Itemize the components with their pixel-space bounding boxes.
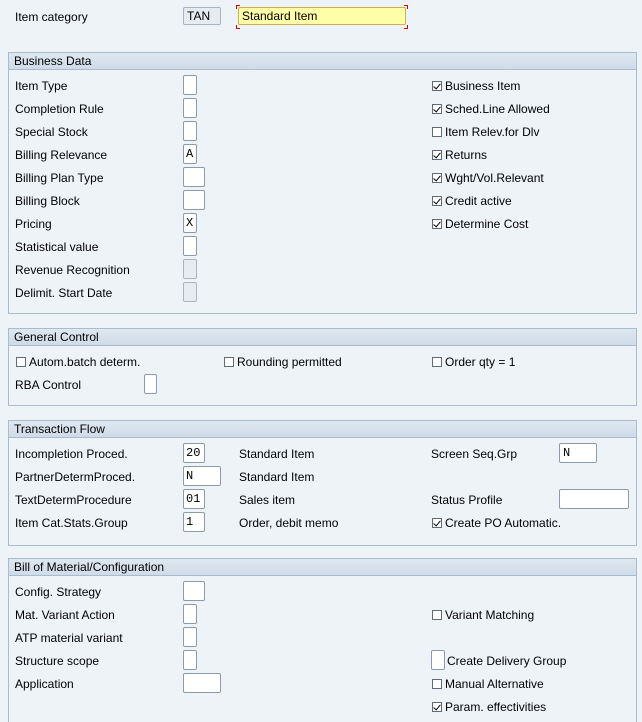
status-profile-label: Status Profile <box>431 493 503 507</box>
credit-active-checkbox[interactable] <box>432 196 442 206</box>
application-field[interactable] <box>183 673 221 693</box>
wght-vol-relevant-checkbox[interactable] <box>432 173 442 183</box>
delimit-start-date-field[interactable] <box>183 282 197 302</box>
pricing-field[interactable]: X <box>183 213 197 233</box>
incompletion-proced-desc: Standard Item <box>239 447 315 461</box>
sched-line-allowed-checkbox[interactable] <box>432 104 442 114</box>
partner-determ-proced-label: PartnerDetermProced. <box>15 470 136 484</box>
config-strategy-field[interactable] <box>183 581 205 601</box>
structure-scope-label: Structure scope <box>15 654 100 668</box>
item-category-field[interactable]: TAN <box>183 7 221 25</box>
incompletion-proced-field[interactable]: 20 <box>183 443 205 463</box>
special-stock-field[interactable] <box>183 121 197 141</box>
text-determ-procedure-desc: Sales item <box>239 493 296 507</box>
pricing-label: Pricing <box>15 217 52 231</box>
billing-relevance-field[interactable]: A <box>183 144 197 164</box>
atp-material-variant-field[interactable] <box>183 627 197 647</box>
mat-variant-action-label: Mat. Variant Action <box>15 608 115 622</box>
partner-determ-proced-field[interactable]: N <box>183 466 221 486</box>
statistical-value-label: Statistical value <box>15 240 99 254</box>
billing-plan-type-label: Billing Plan Type <box>15 171 104 185</box>
billing-relevance-label: Billing Relevance <box>15 148 108 162</box>
autom-batch-determ-label: Autom.batch determ. <box>29 355 141 369</box>
param-effectivities-label: Param. effectivities <box>445 700 547 714</box>
business-item-checkbox[interactable] <box>432 81 442 91</box>
billing-block-label: Billing Block <box>15 194 80 208</box>
create-delivery-group-label: Create Delivery Group <box>447 654 567 668</box>
manual-alternative-label: Manual Alternative <box>445 677 544 691</box>
billing-block-field[interactable] <box>183 190 205 210</box>
bom-configuration-title: Bill of Material/Configuration <box>9 559 636 576</box>
revenue-recognition-label: Revenue Recognition <box>15 263 130 277</box>
text-determ-procedure-field[interactable]: 01 <box>183 489 205 509</box>
credit-active-label: Credit active <box>445 194 512 208</box>
returns-label: Returns <box>445 148 488 162</box>
business-data-title: Business Data <box>9 53 636 70</box>
structure-scope-field[interactable] <box>183 650 197 670</box>
item-cat-stats-group-label: Item Cat.Stats.Group <box>15 516 128 530</box>
atp-material-variant-label: ATP material variant <box>15 631 123 645</box>
order-qty-1-checkbox[interactable] <box>432 357 442 367</box>
transaction-flow-title: Transaction Flow <box>9 421 636 438</box>
item-relev-for-dlv-checkbox[interactable] <box>432 127 442 137</box>
item-cat-stats-group-desc: Order, debit memo <box>239 516 339 530</box>
screen-seq-grp-field[interactable]: N <box>559 443 597 463</box>
screen-seq-grp-label: Screen Seq.Grp <box>431 447 518 461</box>
returns-checkbox[interactable] <box>432 150 442 160</box>
determine-cost-label: Determine Cost <box>445 217 529 231</box>
config-strategy-label: Config. Strategy <box>15 585 102 599</box>
create-delivery-group-field[interactable] <box>431 650 445 670</box>
item-category-description: Standard Item <box>238 7 406 25</box>
delimit-start-date-label: Delimit. Start Date <box>15 286 113 300</box>
general-control-title: General Control <box>9 329 636 346</box>
partner-determ-proced-desc: Standard Item <box>239 470 315 484</box>
application-label: Application <box>15 677 74 691</box>
revenue-recognition-field[interactable] <box>183 259 197 279</box>
rounding-permitted-checkbox[interactable] <box>224 357 234 367</box>
item-type-label: Item Type <box>15 79 68 93</box>
item-category-label: Item category <box>15 10 88 24</box>
special-stock-label: Special Stock <box>15 125 88 139</box>
business-item-label: Business Item <box>445 79 521 93</box>
item-relev-for-dlv-label: Item Relev.for Dlv <box>445 125 540 139</box>
sched-line-allowed-label: Sched.Line Allowed <box>445 102 550 116</box>
variant-matching-label: Variant Matching <box>445 608 535 622</box>
rba-control-field[interactable] <box>144 374 157 394</box>
variant-matching-checkbox[interactable] <box>432 610 442 620</box>
create-po-automatic-checkbox[interactable] <box>432 518 442 528</box>
param-effectivities-checkbox[interactable] <box>432 702 442 712</box>
completion-rule-field[interactable] <box>183 98 197 118</box>
manual-alternative-checkbox[interactable] <box>432 679 442 689</box>
order-qty-1-label: Order qty = 1 <box>445 355 516 369</box>
incompletion-proced-label: Incompletion Proced. <box>15 447 128 461</box>
determine-cost-checkbox[interactable] <box>432 219 442 229</box>
item-cat-stats-group-field[interactable]: 1 <box>183 512 205 532</box>
mat-variant-action-field[interactable] <box>183 604 197 624</box>
item-type-field[interactable] <box>183 75 197 95</box>
wght-vol-relevant-label: Wght/Vol.Relevant <box>445 171 544 185</box>
statistical-value-field[interactable] <box>183 236 197 256</box>
rba-control-label: RBA Control <box>15 378 82 392</box>
completion-rule-label: Completion Rule <box>15 102 104 116</box>
create-po-automatic-label: Create PO Automatic. <box>445 516 562 530</box>
autom-batch-determ-checkbox[interactable] <box>16 357 26 367</box>
text-determ-procedure-label: TextDetermProcedure <box>15 493 132 507</box>
status-profile-field[interactable] <box>559 489 629 509</box>
rounding-permitted-label: Rounding permitted <box>237 355 342 369</box>
billing-plan-type-field[interactable] <box>183 167 205 187</box>
